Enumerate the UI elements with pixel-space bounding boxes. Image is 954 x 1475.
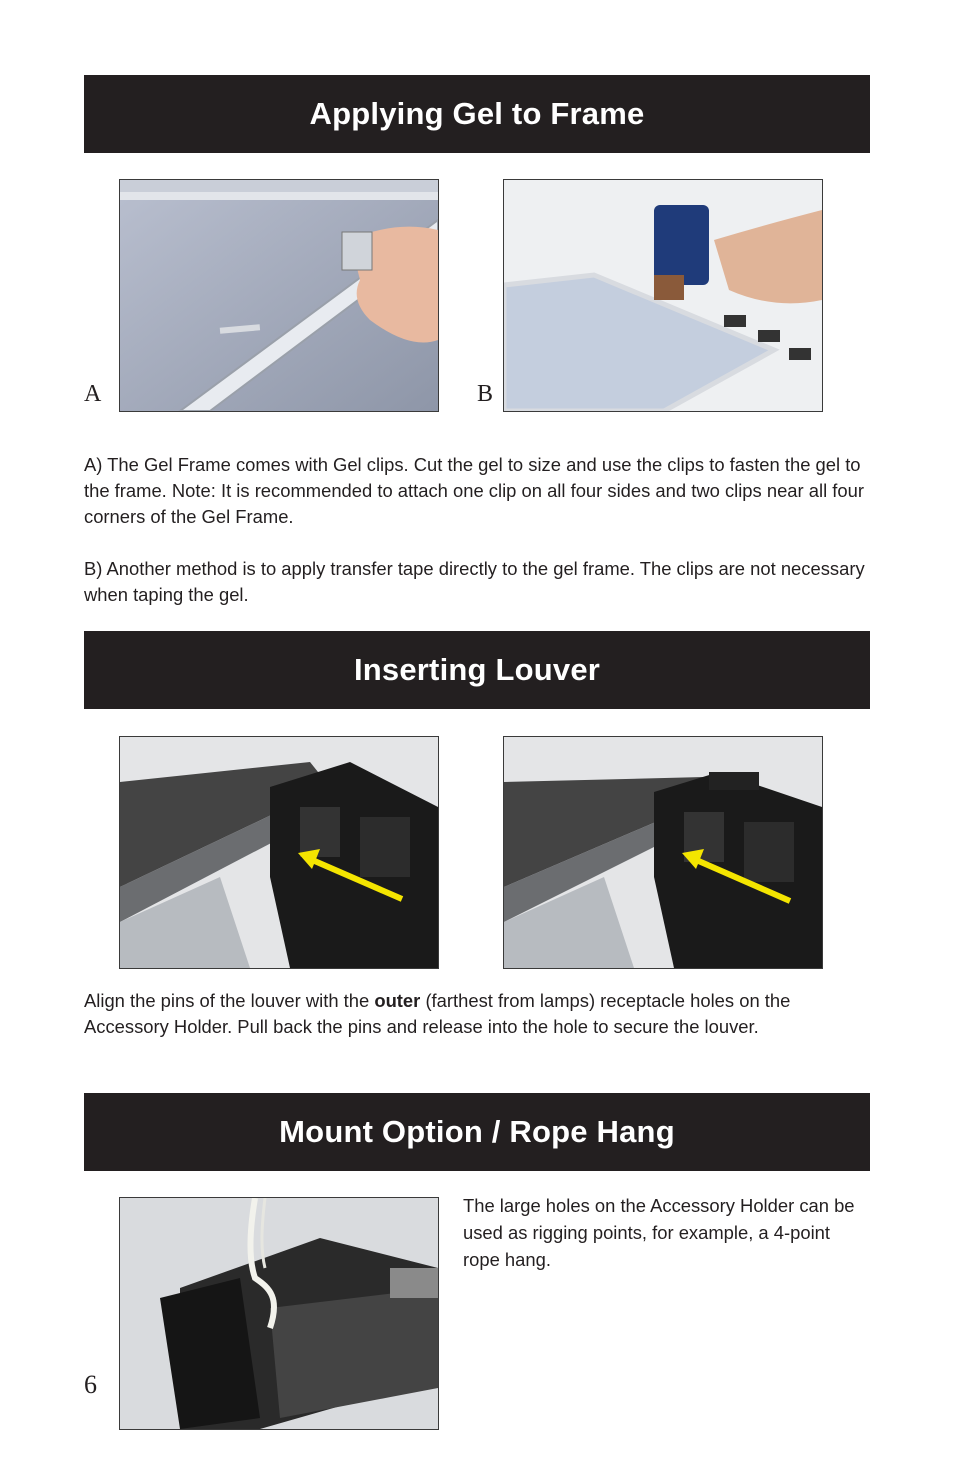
section-title: Mount Option / Rope Hang	[279, 1114, 675, 1149]
mount-paragraph: The large holes on the Accessory Holder can be used as rigging points, for example, a 4-point rope hang.	[463, 1195, 855, 1270]
section-banner-gel	[84, 75, 870, 153]
photo-louver-pins-1	[119, 736, 439, 969]
photo-gel-tape	[503, 179, 823, 412]
louver-text-before: Align the pins of the louver with the	[84, 990, 375, 1011]
photo-gel-clips	[119, 179, 439, 412]
photo-louver-pins-2	[503, 736, 823, 969]
section-banner-mount	[84, 1093, 870, 1171]
photo-label-b: B	[477, 381, 494, 407]
page-number: 6	[84, 1370, 97, 1399]
louver-text-after: (farthest from lamps) receptacle holes on the Accessory Holder. Pull back the pins and release into the hole to secure the louver.	[84, 990, 791, 1037]
louver-text-bold: outer	[374, 990, 421, 1011]
photo-label-a: A	[84, 381, 102, 407]
photo-rope-hang	[119, 1197, 439, 1430]
section-banner-louver	[84, 631, 870, 709]
louver-paragraph	[84, 988, 874, 1040]
section-title: Applying Gel to Frame	[309, 96, 645, 131]
gel-paragraph-a: A) The Gel Frame comes with Gel clips. Cut the gel to size and use the clips to fasten the gel to the frame. Note: It is recommended to attach one clip on all four sides and two clips near all four corners of the Gel Frame.	[84, 454, 864, 527]
gel-paragraph-b: B) Another method is to apply transfer tape directly to the gel frame. The clips are not necessary when taping the gel.	[84, 558, 865, 605]
section-title: Inserting Louver	[353, 652, 601, 687]
